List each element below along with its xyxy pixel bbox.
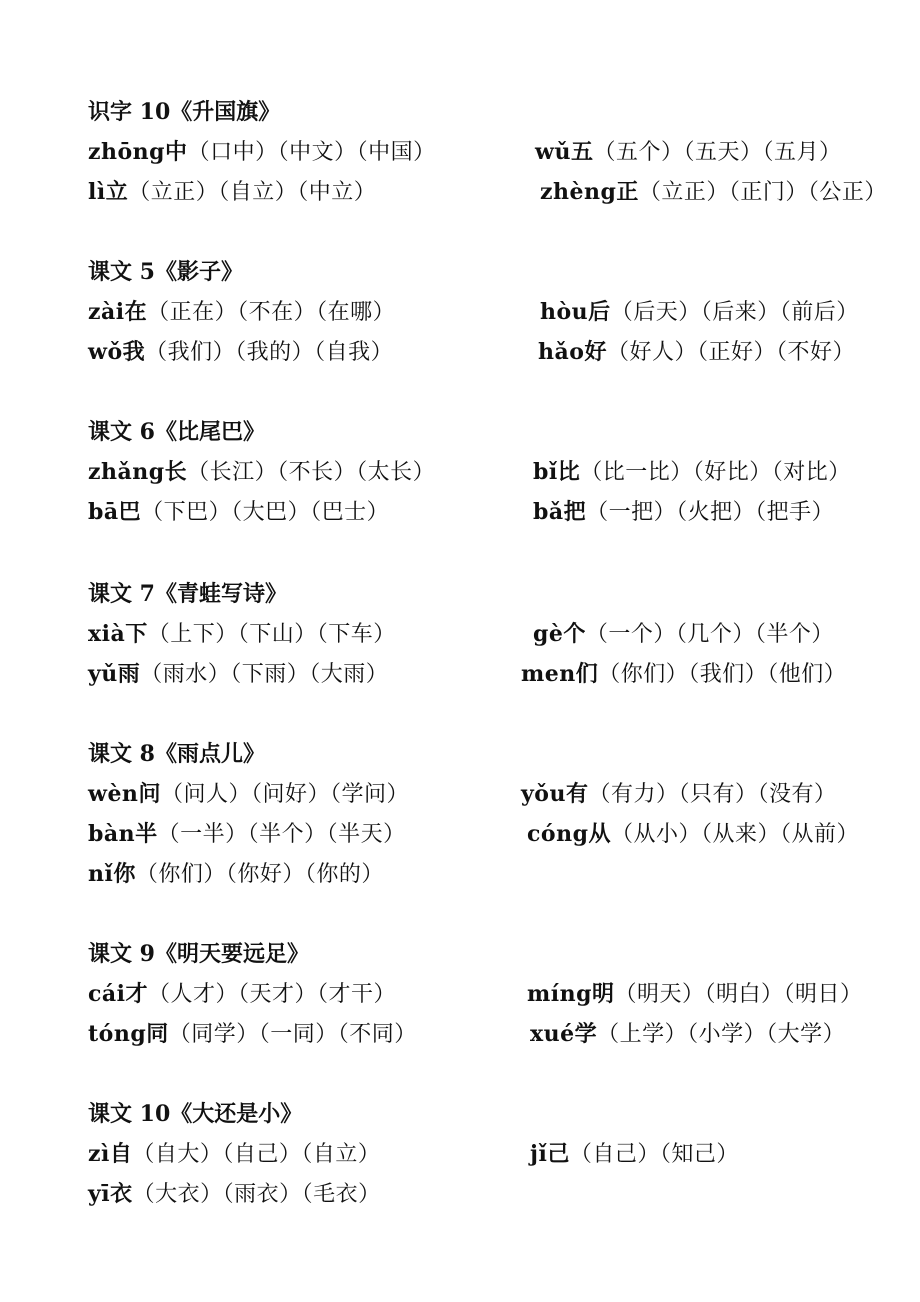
character: 比 bbox=[557, 459, 581, 485]
character: 明 bbox=[592, 981, 615, 1007]
vocab-entry bbox=[521, 657, 846, 688]
example-words: （立正）（正门）（公正） bbox=[638, 180, 887, 205]
vocab-entry bbox=[527, 817, 859, 848]
pinyin: wǔ bbox=[535, 139, 571, 165]
character: 衣 bbox=[110, 1181, 133, 1207]
pinyin: yǔ bbox=[88, 661, 118, 687]
pinyin: bǐ bbox=[533, 459, 558, 485]
section-title: 课文 6《比尾巴》 bbox=[88, 419, 265, 445]
example-words: （大衣）（雨衣）（毛衣） bbox=[132, 1182, 381, 1207]
character: 后 bbox=[588, 299, 611, 325]
pinyin: yǒu bbox=[521, 781, 566, 807]
vocab-entry bbox=[88, 1177, 381, 1208]
vocab-entry bbox=[540, 295, 859, 326]
pinyin: zài bbox=[88, 299, 125, 325]
vocab-entry bbox=[535, 135, 841, 166]
vocab-entry bbox=[88, 777, 409, 808]
example-words: （长江）（不长）（太长） bbox=[187, 460, 436, 485]
example-words: （五个）（五天）（五月） bbox=[593, 140, 842, 165]
vocab-entry bbox=[88, 657, 388, 688]
example-words: （你们）（我们）（他们） bbox=[598, 662, 847, 687]
vocab-entry bbox=[88, 175, 376, 206]
vocab-entry bbox=[540, 175, 887, 206]
character: 才 bbox=[125, 981, 149, 1007]
pinyin: men bbox=[521, 661, 576, 687]
vocab-entry bbox=[530, 1017, 845, 1048]
character: 己 bbox=[547, 1141, 570, 1167]
pinyin: hòu bbox=[540, 299, 589, 325]
pinyin: bàn bbox=[88, 821, 136, 847]
example-words: （比一比）（好比）（对比） bbox=[580, 460, 851, 485]
pinyin: cóng bbox=[527, 821, 589, 847]
example-words: （上学）（小学）（大学） bbox=[597, 1022, 846, 1047]
section-title: 课文 7《青蛙写诗》 bbox=[88, 581, 287, 607]
vocab-entry bbox=[530, 1137, 739, 1168]
pinyin: zhōng bbox=[88, 139, 166, 165]
vocab-entry bbox=[521, 777, 836, 808]
example-words: （你们）（你好）（你的） bbox=[135, 862, 384, 887]
section-title: 课文 5《影子》 bbox=[88, 259, 243, 285]
example-words: （下巴）（大巴）（巴士） bbox=[141, 500, 390, 525]
example-words: （一半）（半个）（半天） bbox=[157, 822, 406, 847]
example-words: （后天）（后来）（前后） bbox=[610, 300, 859, 325]
character: 从 bbox=[588, 821, 611, 847]
character: 长 bbox=[164, 459, 188, 485]
example-words: （一把）（火把）（把手） bbox=[586, 500, 835, 525]
character: 五 bbox=[570, 139, 594, 165]
example-words: （上下）（下山）（下车） bbox=[147, 622, 396, 647]
example-words: （自大）（自己）（自立） bbox=[132, 1142, 381, 1167]
example-words: （一个）（几个）（半个） bbox=[585, 622, 834, 647]
pinyin: lì bbox=[88, 179, 106, 205]
pinyin: hǎo bbox=[538, 339, 585, 365]
vocab-entry bbox=[88, 617, 396, 648]
example-words: （雨水）（下雨）（大雨） bbox=[140, 662, 389, 687]
vocab-entry bbox=[88, 1137, 380, 1168]
example-words: （正在）（不在）（在哪） bbox=[147, 300, 396, 325]
character: 把 bbox=[563, 499, 587, 525]
character: 雨 bbox=[117, 661, 141, 687]
vocab-entry bbox=[88, 295, 395, 326]
example-words: （口中）（中文）（中国） bbox=[187, 140, 436, 165]
vocab-entry bbox=[88, 135, 436, 166]
character: 下 bbox=[125, 621, 148, 647]
vocab-entry bbox=[533, 455, 851, 486]
section-title: 课文 8《雨点儿》 bbox=[88, 741, 265, 767]
vocab-entry bbox=[88, 455, 435, 486]
character: 自 bbox=[109, 1141, 133, 1167]
example-words: （明天）（明白）（明日） bbox=[614, 982, 863, 1007]
character: 半 bbox=[135, 821, 158, 847]
character: 正 bbox=[616, 179, 639, 205]
character: 问 bbox=[138, 781, 161, 807]
vocab-entry bbox=[88, 495, 389, 526]
character: 巴 bbox=[118, 499, 142, 525]
pinyin: gè bbox=[533, 621, 564, 647]
pinyin: yī bbox=[88, 1181, 111, 1207]
character: 中 bbox=[165, 139, 188, 165]
pinyin: tóng bbox=[88, 1021, 147, 1047]
pinyin: bā bbox=[88, 499, 119, 525]
example-words: （问人）（问好）（学问） bbox=[160, 782, 409, 807]
vocab-entry bbox=[88, 1017, 417, 1048]
pinyin: xià bbox=[88, 621, 126, 647]
character: 我 bbox=[122, 339, 146, 365]
section-title: 识字 10《升国旗》 bbox=[88, 99, 281, 125]
character: 在 bbox=[124, 299, 148, 325]
example-words: （立正）（自立）（中立） bbox=[128, 180, 377, 205]
pinyin: míng bbox=[527, 981, 593, 1007]
character: 学 bbox=[574, 1021, 598, 1047]
vocab-entry bbox=[88, 857, 384, 888]
pinyin: jǐ bbox=[530, 1141, 548, 1167]
vocab-entry bbox=[88, 977, 396, 1008]
pinyin: wǒ bbox=[88, 339, 123, 365]
pinyin: cái bbox=[88, 981, 126, 1007]
pinyin: zhèng bbox=[540, 179, 617, 205]
example-words: （我们）（我的）（自我） bbox=[145, 340, 394, 365]
example-words: （自己）（知己） bbox=[569, 1142, 739, 1167]
example-words: （人才）（天才）（才干） bbox=[148, 982, 397, 1007]
section-title: 课文 9《明天要远足》 bbox=[88, 941, 309, 967]
example-words: （有力）（只有）（没有） bbox=[588, 782, 837, 807]
vocab-entry bbox=[88, 817, 406, 848]
character: 们 bbox=[575, 661, 599, 687]
character: 同 bbox=[146, 1021, 169, 1047]
vocab-entry bbox=[538, 335, 855, 366]
vocab-entry bbox=[527, 977, 863, 1008]
character: 个 bbox=[563, 621, 586, 647]
pinyin: zhǎng bbox=[88, 459, 165, 485]
character: 立 bbox=[105, 179, 129, 205]
example-words: （好人）（正好）（不好） bbox=[606, 340, 855, 365]
example-words: （从小）（从来）（从前） bbox=[610, 822, 859, 847]
pinyin: wèn bbox=[88, 781, 139, 807]
pinyin: nǐ bbox=[88, 861, 114, 887]
pinyin: bǎ bbox=[533, 499, 564, 525]
character: 好 bbox=[584, 339, 607, 365]
pinyin: xué bbox=[530, 1021, 575, 1047]
vocab-entry bbox=[88, 335, 393, 366]
character: 有 bbox=[565, 781, 589, 807]
example-words: （同学）（一同）（不同） bbox=[168, 1022, 417, 1047]
vocab-entry bbox=[533, 495, 834, 526]
vocab-entry bbox=[533, 617, 834, 648]
character: 你 bbox=[113, 861, 136, 887]
section-title: 课文 10《大还是小》 bbox=[88, 1101, 303, 1127]
pinyin: zì bbox=[88, 1141, 110, 1167]
